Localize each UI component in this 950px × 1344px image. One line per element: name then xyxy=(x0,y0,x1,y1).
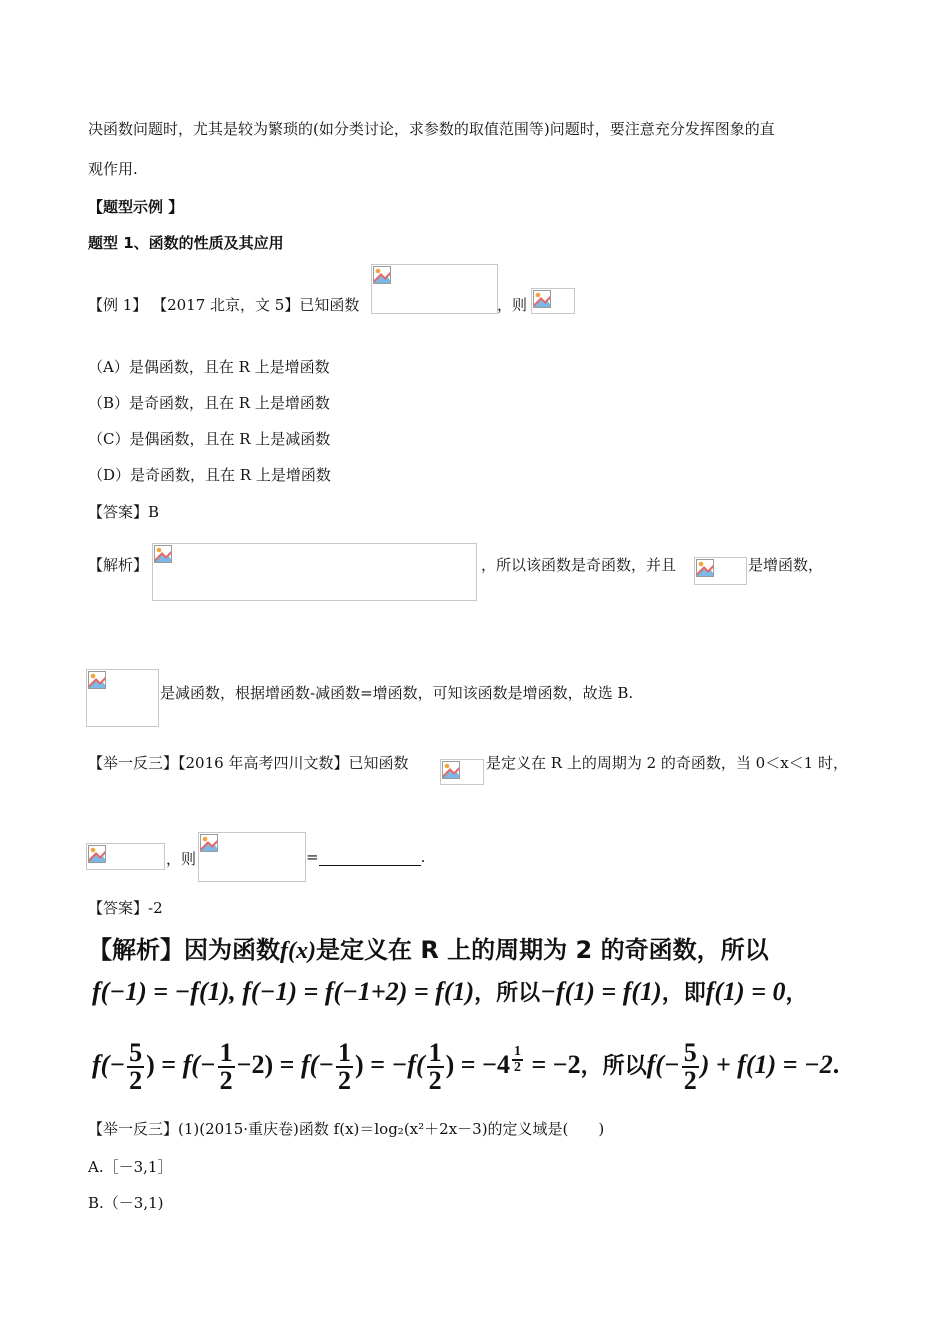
formula-image-placeholder xyxy=(198,832,306,882)
example1-comma-then: ，则 xyxy=(497,296,528,314)
analysis-label: 【解析】 xyxy=(88,556,149,574)
formula-image-placeholder xyxy=(440,759,484,785)
formula-image-placeholder xyxy=(694,557,747,585)
broken-image-icon xyxy=(88,671,106,689)
broken-image-icon xyxy=(200,834,218,852)
example1-prefix: 【例 1】 【2017 北京，文 5】已知函数 xyxy=(88,296,360,314)
option-c: （C）是偶函数，且在 R 上是减函数 xyxy=(88,430,331,448)
big-analysis-line-2: f(−1) = −f(1), f(−1) = f(−1+2) = f(1)，所以−f(1) = f(1)，即f(1) = 0， xyxy=(92,977,808,1006)
practice1-answer: 【答案】-2 xyxy=(88,899,163,917)
big-analysis-line-1: 【解析】因为函数f(x)是定义在 R 上的周期为 2 的奇函数，所以 xyxy=(88,936,769,964)
broken-image-icon xyxy=(373,266,391,284)
practice2-option-b: B.（－3,1) xyxy=(88,1194,164,1212)
intro-line-2: 观作用. xyxy=(88,160,138,178)
intro-line-1: 决函数问题时，尤其是较为繁琐的(如分类讨论，求参数的取值范围等)问题时，要注意充分发挥图象的直 xyxy=(88,120,775,138)
answer-blank xyxy=(319,851,421,866)
big-analysis-line-3: f(− $\frac{5}{2}$ ) = f(− $\frac{1}{2}$ −2) = f(− $\frac{1}{2}$ ) = −f( $\frac{1}{2}$ ) = −4 $^{\frac{1}{2}}$ = −2，所以f(− $\frac{5}{2}$ ) + f(1) = −2. xyxy=(92,1038,840,1095)
formula-image-placeholder xyxy=(371,264,498,314)
option-b: （B）是奇函数，且在 R 上是增函数 xyxy=(88,394,330,412)
practice1-equals: = . xyxy=(306,848,426,866)
practice1-then: ，则 xyxy=(166,850,197,868)
section-heading: 【题型示例 】 xyxy=(88,198,184,216)
option-d: （D）是奇函数，且在 R 上是增函数 xyxy=(88,466,331,484)
formula-image-placeholder xyxy=(86,843,165,870)
analysis-mid: ，所以该函数是奇函数，并且 xyxy=(481,556,677,574)
broken-image-icon xyxy=(442,761,460,779)
option-a: （A）是偶函数，且在 R 上是增函数 xyxy=(88,358,330,376)
formula-image-placeholder xyxy=(531,288,575,314)
analysis-line-2: 是减函数，根据增函数-减函数=增函数，可知该函数是增函数，故选 B. xyxy=(160,684,634,702)
type1-heading: 题型 1、函数的性质及其应用 xyxy=(88,234,284,252)
practice2-line: 【举一反三】(1)(2015·重庆卷)函数 f(x)＝log₂(x²＋2x－3)的定义域是( ) xyxy=(88,1120,605,1138)
broken-image-icon xyxy=(533,290,551,308)
example1-answer: 【答案】B xyxy=(88,503,160,521)
broken-image-icon xyxy=(154,545,172,563)
practice1-prefix: 【举一反三】【2016 年高考四川文数】已知函数 xyxy=(88,754,409,772)
broken-image-icon xyxy=(696,559,714,577)
formula-image-placeholder xyxy=(152,543,477,601)
practice1-suffix: 是定义在 R 上的周期为 2 的奇函数，当 0＜x＜1 时， xyxy=(486,754,848,772)
practice2-option-a: A.［－3,1］ xyxy=(88,1158,173,1176)
analysis-end: 是增函数， xyxy=(748,556,824,574)
broken-image-icon xyxy=(88,845,106,863)
formula-image-placeholder xyxy=(86,669,159,727)
